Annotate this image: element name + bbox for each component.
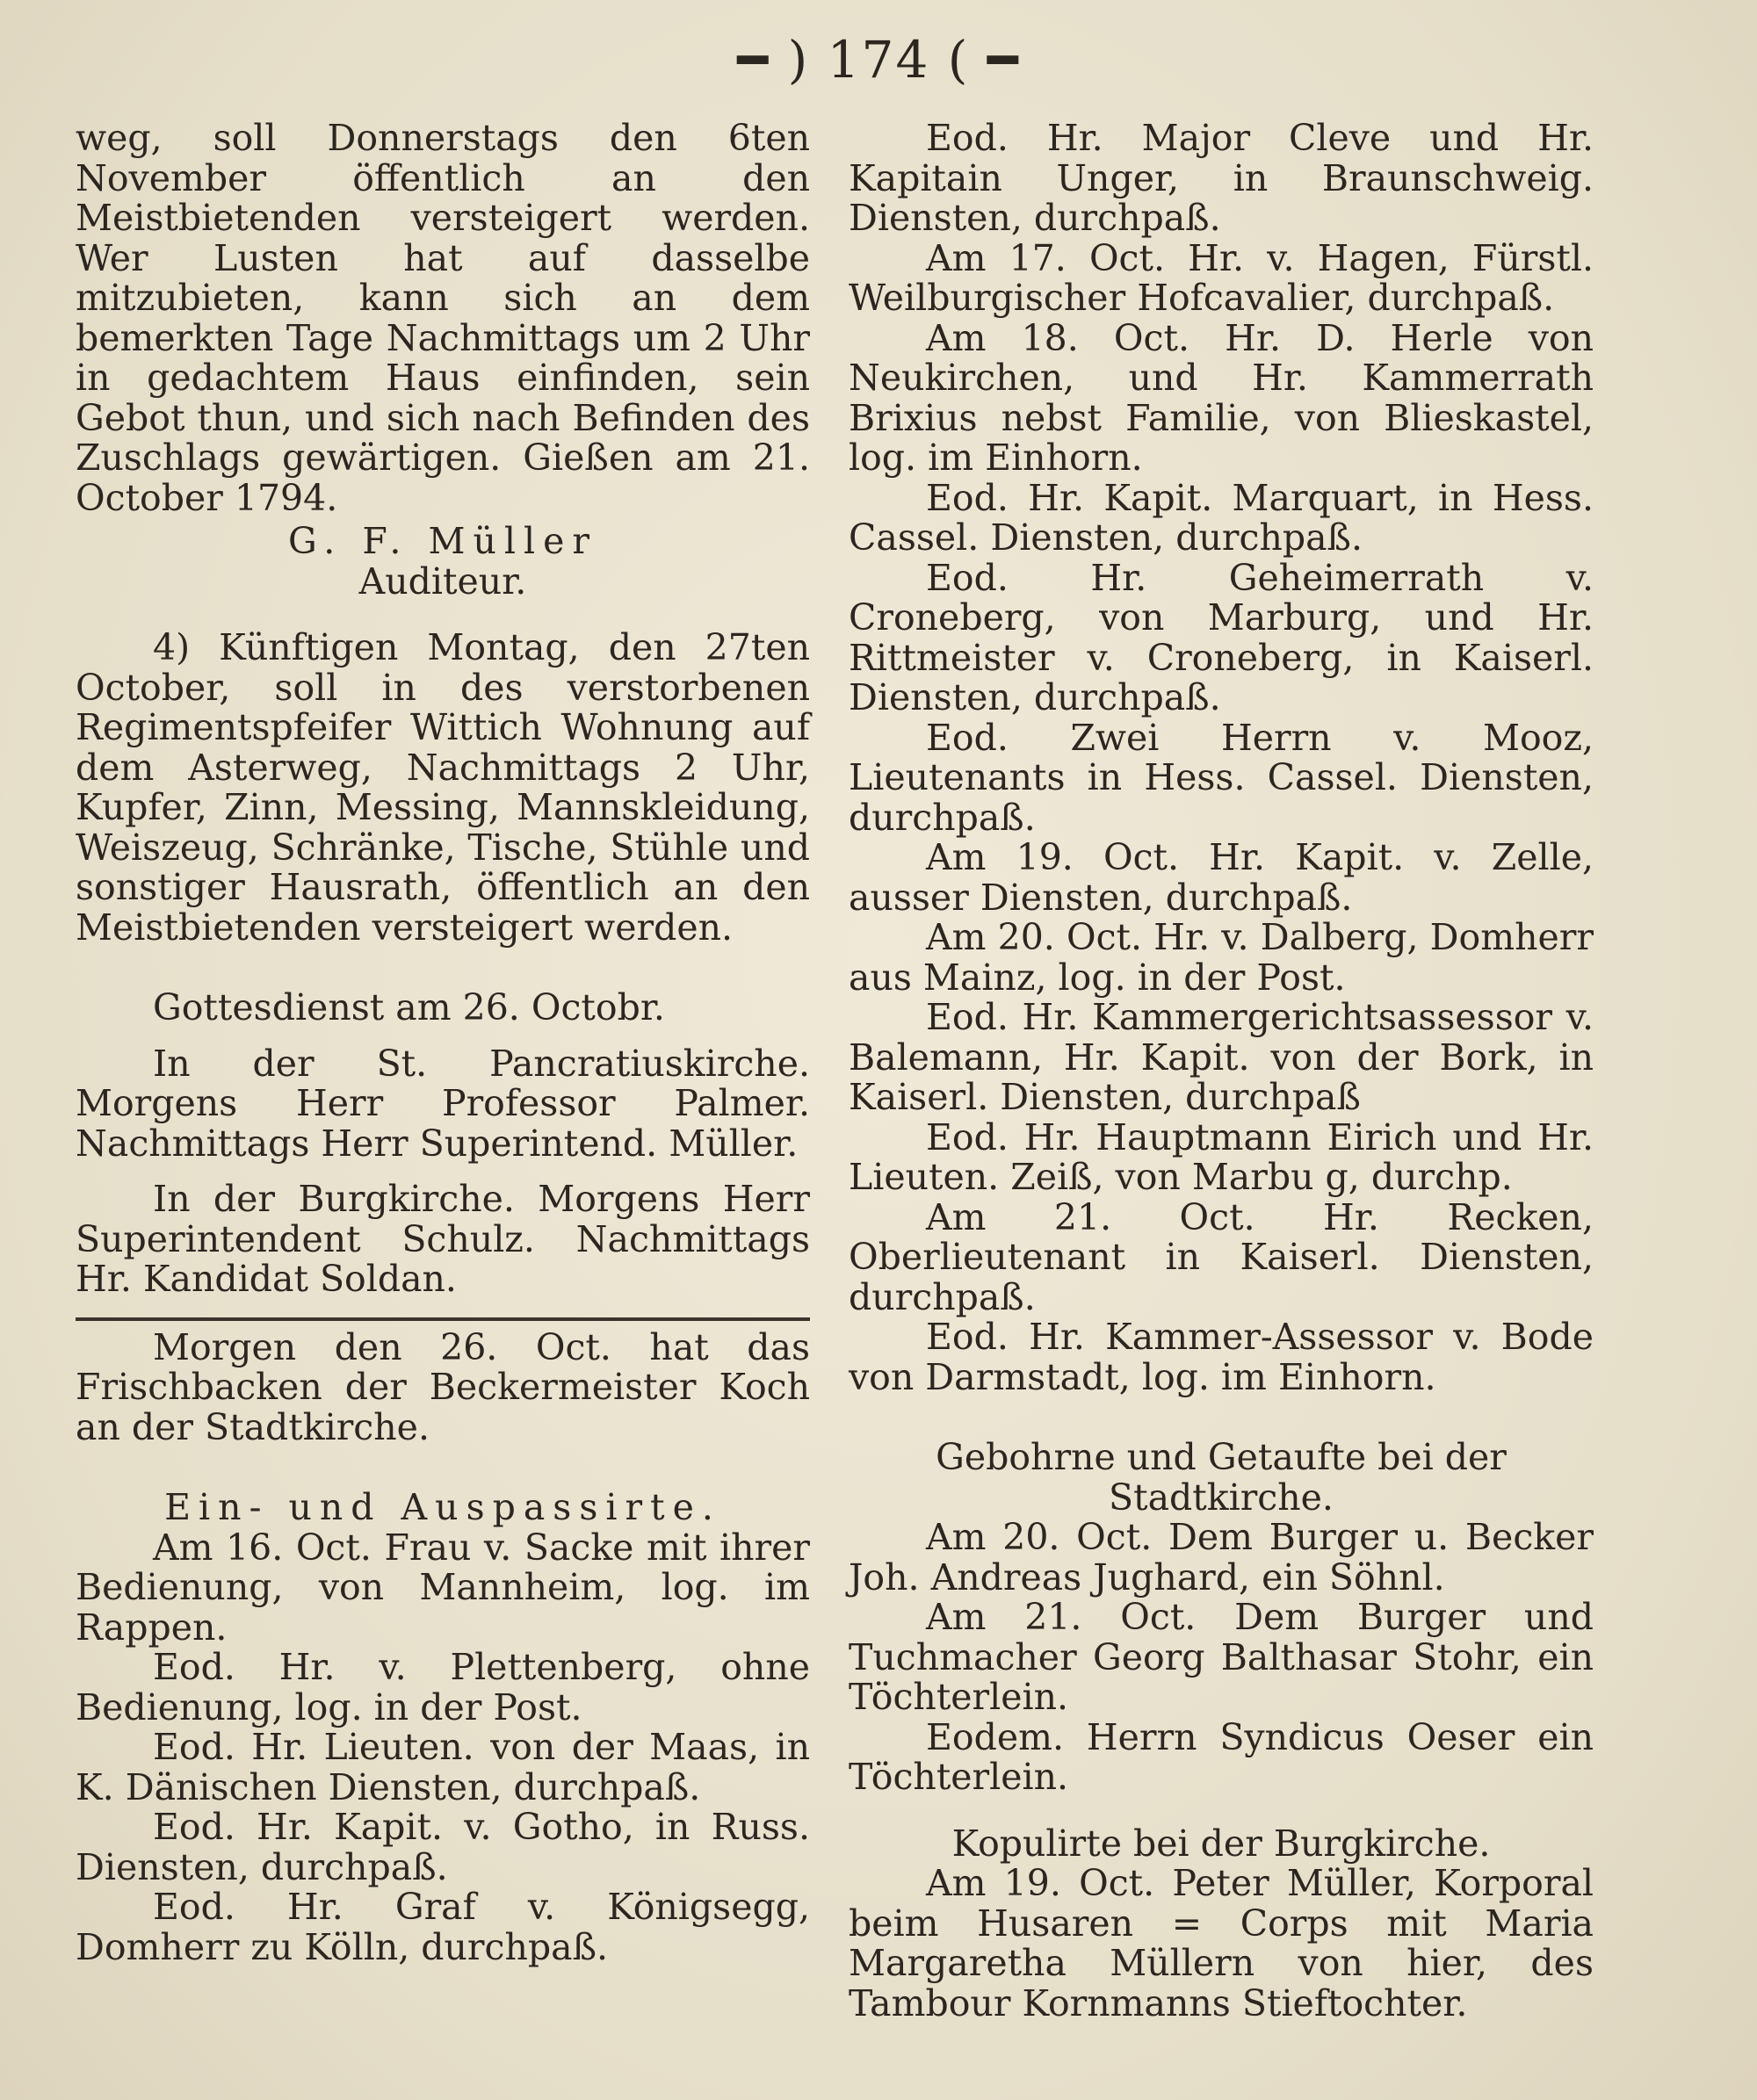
travel-entry: Am 21. Oct. Hr. Recken, Oberlieutenant in Kaiserl. Diensten, durchpaß.: [849, 1195, 1594, 1318]
travel-entry: Eod. Hr. v. Plettenberg, ohne Bedienung, log. in der Post.: [76, 1646, 810, 1728]
travel-entry: Eod. Hr. Kammergerichtsassessor v. Balemann, Hr. Kapit. von der Bork, in Kaiserl. Diensten, durchpaß: [849, 996, 1594, 1118]
baker-notice: Morgen den 26. Oct. hat das Frischbacken der Beckermeister Koch an der Stadtkirche.: [76, 1325, 810, 1448]
travel-entry: Eod. Hr. Major Cleve und Hr. Kapitain Unger, in Braunschweig. Diensten, durchpaß.: [849, 117, 1594, 239]
page-number: ━ ) 174 ( ━: [737, 30, 1020, 90]
travel-entry: Eod. Hr. Kammer-Assessor v. Bode von Darmstadt, log. im Einhorn.: [849, 1316, 1594, 1398]
travel-entry: Eod. Hr. Kapit. Marquart, in Hess. Cassel. Diensten, durchpaß.: [849, 476, 1594, 559]
signature-title: Auditeur.: [358, 559, 527, 603]
service-pancratius: In der St. Pancratiuskirche. Morgens Herr Professor Palmer. Nachmittags Herr Superintend. Müller.: [76, 1042, 810, 1165]
auction-notice-continued: weg, soll Donnerstags den 6ten November öffentlich an den Meistbietenden versteigert werden. Wer Lusten hat auf dasselbe mitzubieten, kann sich an dem bemerkten Tage Nachmittags um 2 Uhr in gedachtem Haus einfinden, sein Gebot thun, und sich nach Befinden des Zuschlags gewärtigen. Gießen am 21. October 1794.: [76, 117, 810, 519]
service-heading: Gottesdienst am 26. Octobr.: [153, 986, 665, 1028]
marriages-heading: Kopulirte bei der Burgkirche.: [951, 1822, 1491, 1865]
births-heading: Gebohrne und Getaufte bei der Stadtkirche.: [936, 1436, 1507, 1519]
birth-entry: Eodem. Herrn Syndicus Oeser ein Töchterlein.: [849, 1715, 1594, 1798]
signature-name: G. F. Müller: [288, 520, 597, 562]
travel-entry: Am 19. Oct. Hr. Kapit. v. Zelle, ausser Diensten, durchpaß.: [849, 836, 1594, 919]
section-divider: [76, 1317, 810, 1321]
birth-entry: Am 20. Oct. Dem Burger u. Becker Joh. Andreas Jughard, ein Söhnl.: [849, 1516, 1594, 1598]
travel-entry: Am 20. Oct. Hr. v. Dalberg, Domherr aus Mainz, log. in der Post.: [849, 916, 1594, 999]
birth-entry: Am 21. Oct. Dem Burger und Tuchmacher Georg Balthasar Stohr, ein Töchterlein.: [849, 1596, 1594, 1718]
travel-entry: Eod. Hr. Geheimerrath v. Croneberg, von Marburg, und Hr. Rittmeister v. Croneberg, in Kaiserl. Diensten, durchpaß.: [849, 556, 1594, 718]
travel-entry: Eod. Hr. Graf v. Königsegg, Domherr zu Kölln, durchpaß.: [76, 1886, 810, 1968]
left-column: [76, 119, 810, 1967]
auction-notice-4: 4) Künftigen Montag, den 27ten October, soll in des verstorbenen Regimentspfeifer Wittich Wohnung auf dem Asterweg, Nachmittags 2 Uhr, Kupfer, Zinn, Messing, Mannskleidung, Weiszeug, Schränke, Tische, Stühle und sonstiger Hausrath, öffentlich an den Meistbietenden versteigert werden.: [76, 626, 810, 949]
marriage-entry: Am 19. Oct. Peter Müller, Korporal beim Husaren = Corps mit Maria Margaretha Müllern von hier, des Tambour Kornmanns Stieftochter.: [849, 1862, 1594, 2024]
travel-entry: Am 17. Oct. Hr. v. Hagen, Fürstl. Weilburgischer Hofcavalier, durchpaß.: [849, 236, 1594, 319]
travel-entry: Eod. Hr. Lieuten. von der Maas, in K. Dänischen Diensten, durchpaß.: [76, 1726, 810, 1808]
travel-entry: Eod. Hr. Hauptmann Eirich und Hr. Lieuten. Zeiß, von Marbu g, durchp.: [849, 1115, 1594, 1198]
service-burgkirche: In der Burgkirche. Morgens Herr Superintendent Schulz. Nachmittags Hr. Kandidat Soldan.: [76, 1178, 810, 1300]
travel-entry: Eod. Zwei Herrn v. Mooz, Lieutenants in Hess. Cassel. Diensten, durchpaß.: [849, 716, 1594, 839]
travel-heading: Ein- und Auspassirte.: [164, 1486, 721, 1528]
travel-entry: Am 18. Oct. Hr. D. Herle von Neukirchen, und Hr. Kammerrath Brixius nebst Familie, von Blieskastel, log. im Einhorn.: [849, 316, 1594, 479]
travel-entry: Am 16. Oct. Frau v. Sacke mit ihrer Bedienung, von Mannheim, log. im Rappen.: [76, 1526, 810, 1649]
right-column: [849, 119, 1594, 2024]
travel-entry: Eod. Hr. Kapit. v. Gotho, in Russ. Diensten, durchpaß.: [76, 1806, 810, 1888]
